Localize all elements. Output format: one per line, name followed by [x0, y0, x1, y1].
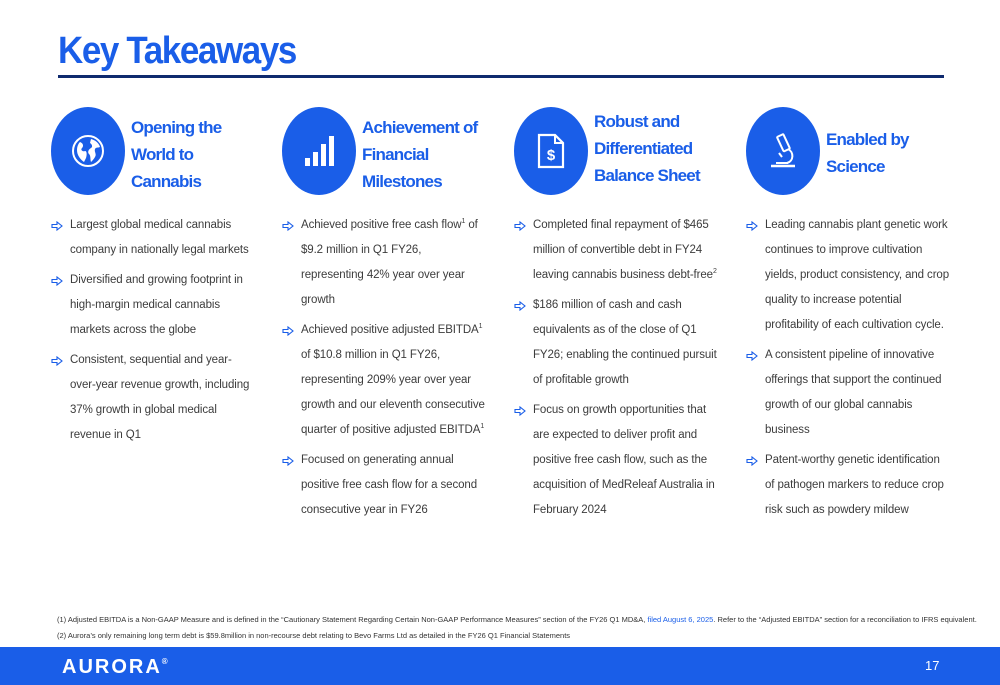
footnotes	[57, 612, 977, 644]
registered-mark: ®	[161, 657, 168, 666]
bullet-text: $186 million of cash and cash equivalents as of the close of Q1 FY26; enabling the continued pursuit of profitable growth	[533, 299, 717, 386]
bullet-item	[514, 213, 719, 288]
bullet-list	[282, 213, 487, 523]
footer-bar	[0, 647, 1000, 685]
column-header	[514, 104, 719, 199]
bullet-item	[746, 343, 951, 443]
bullet-item	[746, 448, 951, 523]
bullet-item	[51, 213, 256, 263]
logo-text: AURORA	[62, 656, 162, 678]
arrow-icon	[514, 406, 526, 416]
footnote-link[interactable]: filed August 6, 2025	[647, 615, 714, 624]
arrow-icon	[282, 221, 294, 231]
footnote-text: (1) Adjusted EBITDA is a Non-GAAP Measure and is defined in the “Cautionary Statement Regarding Certain Non-GAAP Performance Measures” section of the FY26 Q1 MD&A,	[57, 615, 648, 624]
column-header	[51, 104, 256, 199]
arrow-icon	[282, 456, 294, 466]
bullet-text: Consistent, sequential and year-over-year revenue growth, including 37% growth in global medical revenue in Q1	[70, 354, 250, 441]
bullet-item	[282, 318, 487, 443]
bullet-item	[282, 448, 487, 523]
bullet-item	[514, 398, 719, 523]
bullet-text: A consistent pipeline of innovative offerings that support the continued growth of our global cannabis business	[765, 349, 942, 436]
footnote-1	[57, 612, 977, 628]
bullet-text: Focus on growth opportunities that are expected to deliver profit and positive free cash flow, such as the acquisition of MedReleaf Australia in February 2024	[533, 404, 715, 516]
bullet-item	[51, 348, 256, 448]
column-title: Opening the World to Cannabis	[131, 118, 222, 191]
column-financial-milestones	[282, 104, 487, 528]
column-title: Enabled by Science	[826, 130, 909, 176]
bullet-item	[746, 213, 951, 338]
footnote-marker: 2	[712, 268, 717, 275]
page-number: 17	[925, 658, 940, 673]
bullet-item	[51, 268, 256, 343]
title-divider	[58, 75, 944, 78]
arrow-icon	[746, 221, 758, 231]
bullet-list	[746, 213, 951, 523]
footnote-marker: 1	[461, 218, 466, 225]
bullet-text: Focused on generating annual positive free cash flow for a second consecutive year in FY26	[301, 454, 478, 516]
arrow-icon	[51, 356, 63, 366]
bullet-list	[51, 213, 256, 448]
column-title: Achievement of Financial Milestones	[362, 118, 478, 191]
column-science	[746, 104, 951, 528]
footnote-text: (2) Aurora’s only remaining long term debt is $59.8million in non-recourse debt relating to Bevo Farms Ltd as detailed in the FY26 Q1 Financial Statements	[57, 631, 571, 640]
bullet-text: Diversified and growing footprint in high-margin medical cannabis markets across the globe	[70, 274, 243, 336]
globe-icon	[51, 107, 125, 195]
bullet-text: Achieved positive adjusted EBITDA	[301, 324, 479, 336]
bullet-item	[282, 213, 487, 313]
arrow-icon	[514, 221, 526, 231]
bar-chart-icon	[282, 107, 356, 195]
column-opening-world	[51, 104, 256, 453]
arrow-icon	[51, 276, 63, 286]
bullet-text: Achieved positive free cash flow	[301, 219, 462, 231]
arrow-icon	[746, 456, 758, 466]
bullet-text: Leading cannabis plant genetic work continues to improve cultivation yields, product consistency, and crop quality to increase potential profitability of each cultivation cycle.	[765, 219, 950, 331]
footnote-2	[57, 628, 977, 644]
arrow-icon	[51, 221, 63, 231]
arrow-icon	[282, 326, 294, 336]
footnote-text: . Refer to the “Adjusted EBITDA” section for a reconciliation to IFRS equivalent.	[713, 615, 977, 624]
footnote-marker: 1	[480, 423, 485, 430]
arrow-icon	[746, 351, 758, 361]
page-title: Key Takeaways	[58, 30, 296, 72]
microscope-icon	[746, 107, 820, 195]
bullet-text: Patent-worthy genetic identification of pathogen markers to reduce crop risk such as powdery mildew	[765, 454, 944, 516]
svg-text:$: $	[546, 147, 556, 164]
bullet-list	[514, 213, 719, 523]
arrow-icon	[514, 301, 526, 311]
column-header	[746, 104, 951, 199]
bullet-text-continued: of $9.2 million in Q1 FY26, representing 42% year over year growth	[301, 219, 478, 306]
bullet-text: Largest global medical cannabis company in nationally legal markets	[70, 219, 249, 256]
column-balance-sheet	[514, 104, 719, 528]
aurora-logo	[62, 656, 168, 679]
bullet-text-continued: of $10.8 million in Q1 FY26, representing 209% year over year growth and our eleventh consecutive quarter of positive adjusted EBITDA	[301, 349, 485, 436]
bullet-item	[514, 293, 719, 393]
footnote-marker: 1	[478, 323, 483, 330]
dollar-document-icon	[514, 107, 588, 195]
column-header	[282, 104, 487, 199]
bullet-text: Completed final repayment of $465 million of convertible debt in FY24 leaving cannabis business debt-free	[533, 219, 713, 281]
column-title: Robust and Differentiated Balance Sheet	[594, 112, 700, 185]
